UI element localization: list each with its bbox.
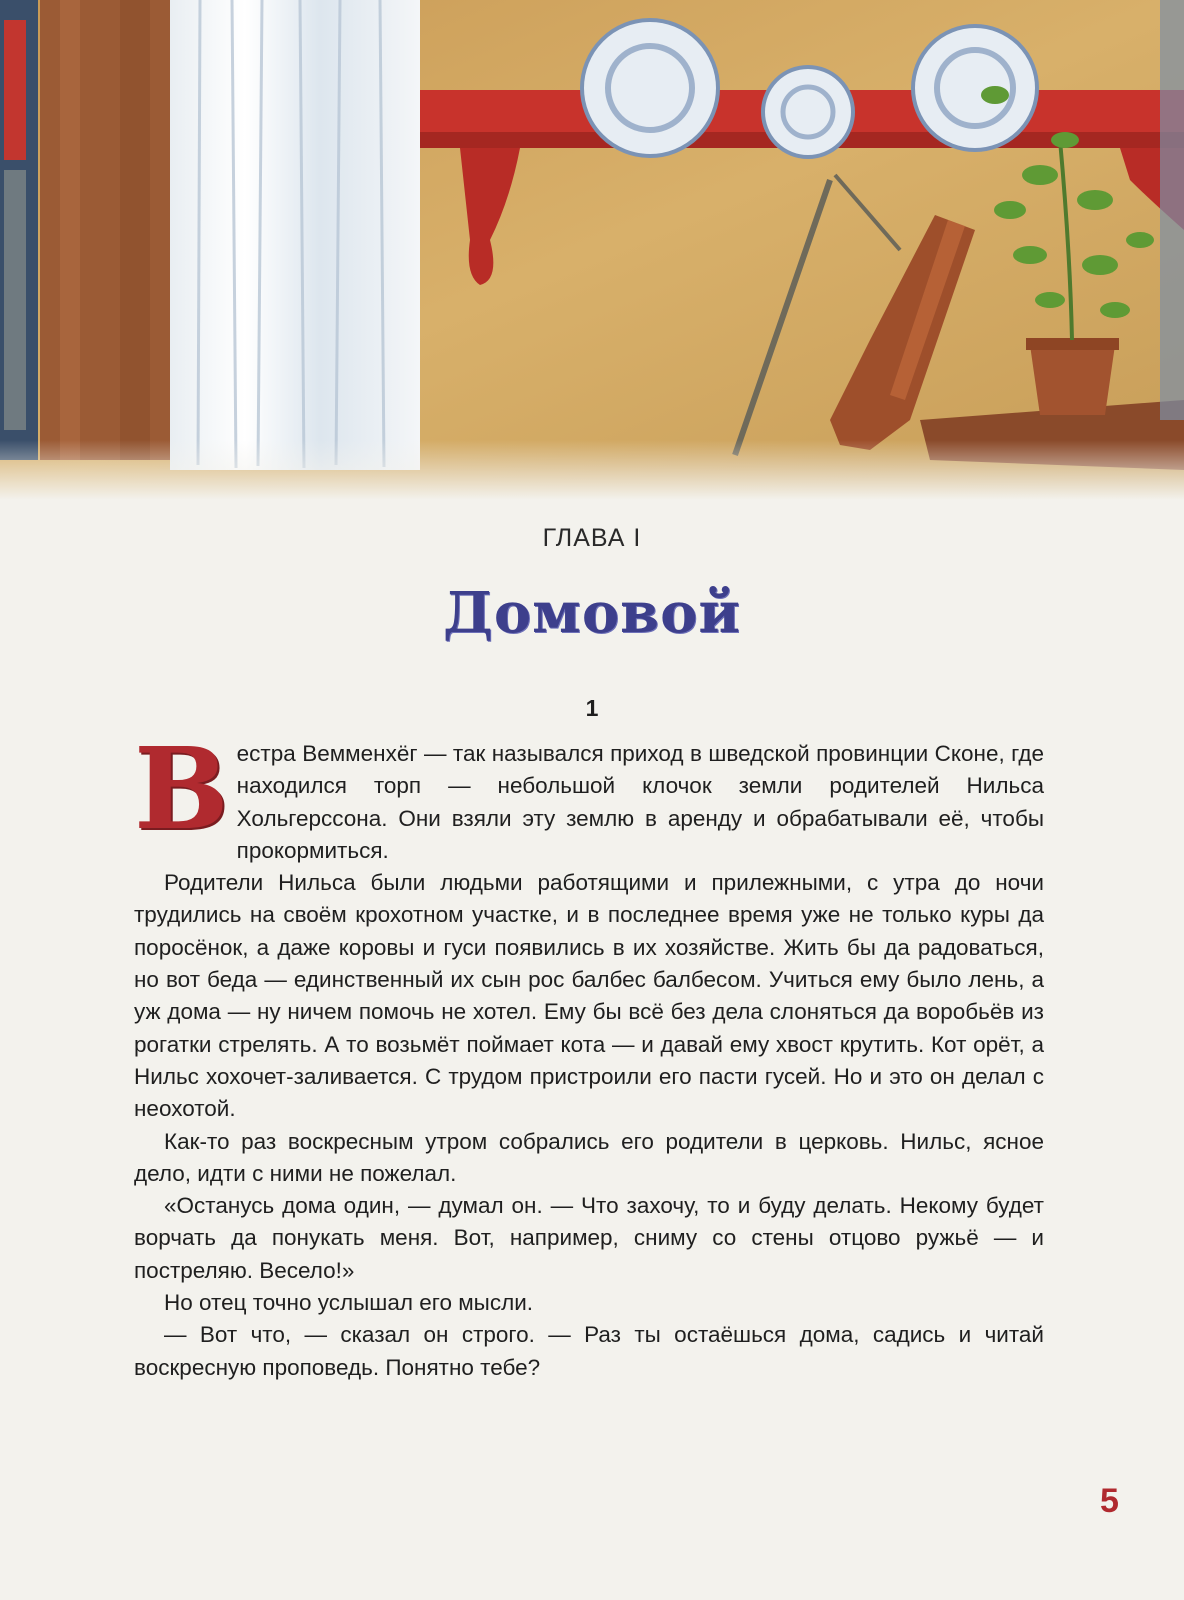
illustration [0, 0, 1184, 500]
chapter-title: Домовой [443, 580, 741, 646]
paragraph-text: естра Вемменхёг — так назывался приход в шведской провинции Сконе, где находился торп — небольшой клочок земли родителей Нильса Хольгерссона. Они взяли эту землю в аренду и обрабатывали её, чтобы прокормиться. [236, 741, 1044, 863]
plate [763, 67, 853, 157]
page-number: 5 [1100, 1482, 1119, 1520]
chapter-label: ГЛАВА I [542, 524, 642, 552]
body-text [134, 724, 1044, 1384]
section-number: 1 [585, 695, 599, 721]
paragraph: Как-то раз воскресным утром собрались его родители в церковь. Нильс, ясное дело, идти с ними не пожелал. [134, 1128, 1044, 1186]
paragraph: Но отец точно услышал его мысли. [164, 1290, 534, 1316]
paragraph [134, 724, 1044, 867]
wooden-post [40, 0, 170, 460]
plate [913, 26, 1037, 150]
plate [582, 20, 718, 156]
paragraph: Родители Нильса были людьми работящими и прилежными, с утра до ночи трудились на своём крохотном участке, и в последнее время уже не только куры да поросёнок, а даже коровы и гуси появились в их хозяйстве. Жить бы да радоваться, но вот беда — единственный их сын рос балбес балбесом. Учиться ему было лень, а уж дома — ну ничем помочь не хотел. Ему бы всё без дела слоняться да воробьёв из рогатки стрелять. А то возьмёт поймает кота — и давай ему хвост крутить. Кот орёт, а Нильс хохочет-заливается. С трудом пристроили его пасти гусей. Но и это он делал с неохотой. [134, 870, 1044, 1122]
paragraph: «Останусь дома один, — думал он. — Что захочу, то и буду делать. Некому будет ворчать да понукать меня. Вот, например, сниму со стены отцово ружьё — и постреляю. Весело!» [134, 1193, 1044, 1283]
drop-cap: В [134, 724, 229, 855]
paragraph: — Вот что, — сказал он строго. — Раз ты остаёшься дома, садись и читай воскресную проповедь. Понятно тебе? [134, 1322, 1044, 1380]
